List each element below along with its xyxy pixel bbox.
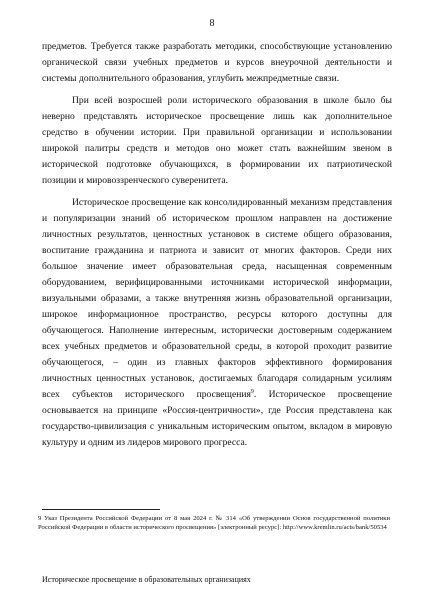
footer-note: Историческое просвещение в образовательных организациях — [42, 575, 251, 584]
footnote-marker: 9 — [250, 388, 254, 395]
paragraph-2: При всей возросшей роли исторического образования в школе было бы неверно представлять историческое просвещение лишь как дополнительное средство в обучении истории. При правильной организации и использовании широкой палитры средств и методов оно может стать важнейшим звеном в исторической подготовке обучающихся, в формировании их патриотической позиции и мировоззренческого суверенитета. — [42, 95, 392, 186]
body-text — [42, 39, 392, 451]
page-number: 8 — [209, 18, 215, 29]
footnote-divider — [42, 509, 160, 510]
paragraph-1: предметов. Требуется также разработать методики, способствующие установлению органической связи учебных предметов и курсов внеурочной деятельности и системы дополнительного образования, углубить межпредметные связи. — [42, 41, 392, 84]
paragraph-3-tail: . Историческое просвещение основывается на принципе «Россия-центричности», где Россия представлена как государство-цивилизация с уникальным историческим опытом, вкладом в мировую культуру и одним из лидеров мирового прогресса. — [42, 389, 392, 448]
paragraph-3 — [42, 195, 392, 451]
paragraph-3-text: Историческое просвещение как консолидированный механизм представления и популяризации знаний об историческом прошлом направлен на достижение личностных результатов, ценностных установок в системе общего образования, воспитание гражданина и патриота и зависит от многих факторов. Среди них большое значение имеет образовательная среда, насыщенная современным оборудованием, верифицированными источниками исторической информации, визуальными образами, а также внутренняя жизнь образовательной организации, широкое информационное пространство, ресурсы которого доступны для обучающегося. Наполнение интересным, исторически достоверным содержанием всех учебных предметов и образовательной среды, в которой проходит развитие обучающегося, – один из главных факторов эффективного формирования личностных ценностных установок, достигаемых благодаря солидарным усилиям всех субъектов исторического просвещения — [42, 197, 392, 400]
footnote-text: 9 Указ Президента Российской Федерации от 8 мая 2024 г. № 314 «Об утверждении Основ государственной политики Российской Федерации в области исторического просвещения» [электронный ресурс]: http://www.kremlin.ru/acts/bank/50534 — [38, 515, 390, 531]
